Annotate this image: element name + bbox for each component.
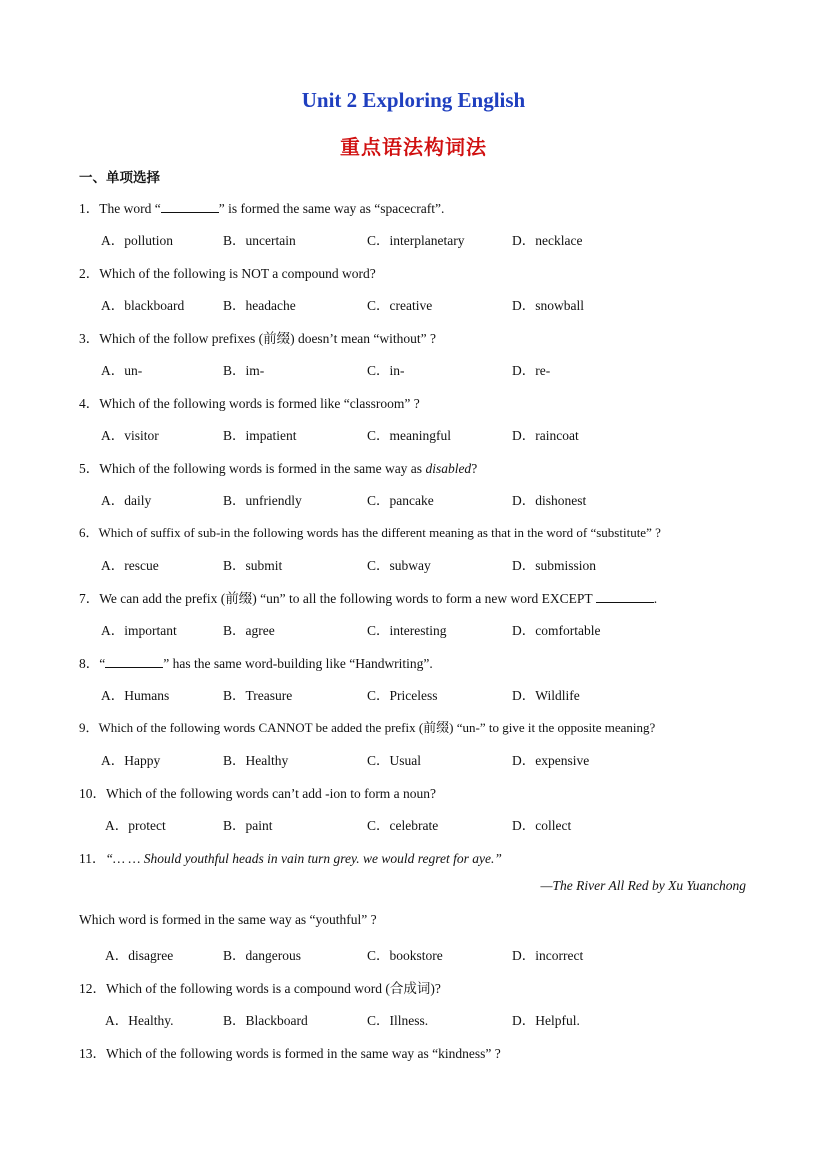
option-c: C．Illness. [367, 1013, 429, 1028]
quote-source: —The River All Red by Xu Yuanchong [540, 878, 746, 893]
option-c: C．interesting [367, 623, 447, 638]
option-c: C．celebrate [367, 818, 439, 833]
question-9: 9．Which of the following words CANNOT be added the prefix (前缀) “un-” to give it the opposite meaning? [79, 720, 656, 735]
option-c: C．subway [367, 558, 431, 573]
option-b: B．Treasure [223, 688, 293, 703]
question-2: 2．Which of the following is NOT a compound word? [79, 266, 376, 281]
option-a: A．Happy [101, 753, 161, 768]
option-b: B．headache [223, 298, 296, 313]
option-b: B．uncertain [223, 233, 296, 248]
option-d: D．comfortable [512, 623, 601, 638]
option-d: D．Helpful. [512, 1013, 580, 1028]
option-c: C．interplanetary [367, 233, 465, 248]
question-3: 3．Which of the follow prefixes (前缀) doesn’t mean “without” ? [79, 331, 437, 346]
option-d: D．Wildlife [512, 688, 580, 703]
option-b: B．dangerous [223, 948, 301, 963]
option-c: C．bookstore [367, 948, 443, 963]
option-b: B．Healthy [223, 753, 289, 768]
option-a: A．Humans [101, 688, 170, 703]
question-1: 1．The word “ ” is formed the same way as “spacecraft”. [79, 201, 445, 216]
question-8: 8．“ ” has the same word-building like “Handwriting”. [79, 656, 433, 671]
question-5: 5．Which of the following words is formed in the same way as disabled? [79, 461, 478, 476]
option-c: C．Priceless [367, 688, 438, 703]
option-b: B．agree [223, 623, 275, 638]
question-12: 12．Which of the following words is a compound word (合成词)? [79, 981, 441, 996]
option-d: D．submission [512, 558, 597, 573]
option-d: D．snowball [512, 298, 584, 313]
question-7: 7．We can add the prefix (前缀) “un” to all the following words to form a new word EXCEPT . [79, 591, 658, 606]
option-d: D．necklace [512, 233, 583, 248]
option-b: B．impatient [223, 428, 297, 443]
answer-blank [596, 590, 654, 603]
option-a: A．Healthy. [105, 1013, 174, 1028]
question-13: 13．Which of the following words is formed in the same way as “kindness” ? [79, 1046, 501, 1061]
question-4: 4．Which of the following words is formed like “classroom” ? [79, 396, 420, 411]
option-a: A．disagree [105, 948, 174, 963]
option-a: A．blackboard [101, 298, 185, 313]
option-c: C．meaningful [367, 428, 451, 443]
question-10: 10．Which of the following words can’t add -ion to form a noun? [79, 786, 437, 801]
option-d: D．expensive [512, 753, 590, 768]
question-11: Which word is formed in the same way as “youthful” ? [79, 912, 377, 927]
option-b: B．Blackboard [223, 1013, 308, 1028]
question-6: 6．Which of suffix of sub-in the following words has the different meaning as that in the word of “substitute” ? [79, 525, 661, 540]
question-11-quote: 11．“… … Should youthful heads in vain turn grey. we would regret for aye.” [79, 851, 502, 866]
option-b: B．im- [223, 363, 265, 378]
option-b: B．submit [223, 558, 283, 573]
option-a: A．rescue [101, 558, 159, 573]
option-c: C．pancake [367, 493, 434, 508]
option-b: B．paint [223, 818, 273, 833]
option-d: D．incorrect [512, 948, 584, 963]
option-a: A．visitor [101, 428, 159, 443]
option-c: C．creative [367, 298, 433, 313]
answer-blank [161, 200, 219, 213]
document-title: Unit 2 Exploring English [301, 88, 526, 112]
option-d: D．re- [512, 363, 551, 378]
option-c: C．Usual [367, 753, 421, 768]
option-a: A．un- [101, 363, 143, 378]
option-a: A．pollution [101, 233, 174, 248]
section-heading: 一、单项选择 [79, 170, 160, 186]
option-c: C．in- [367, 363, 405, 378]
answer-blank [105, 655, 163, 668]
document-subtitle: 重点语法构词法 [340, 135, 487, 159]
option-d: D．raincoat [512, 428, 579, 443]
option-a: A．important [101, 623, 177, 638]
option-a: A．protect [105, 818, 166, 833]
option-d: D．collect [512, 818, 572, 833]
option-b: B．unfriendly [223, 493, 302, 508]
option-d: D．dishonest [512, 493, 587, 508]
option-a: A．daily [101, 493, 152, 508]
